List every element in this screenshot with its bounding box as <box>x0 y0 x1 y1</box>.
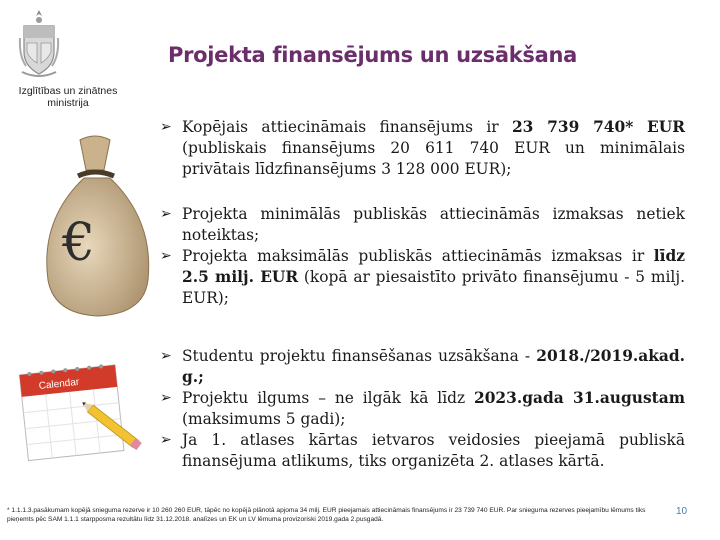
bullet-item <box>160 246 685 309</box>
bullet-item <box>160 388 685 430</box>
euro-money-bag-icon <box>40 130 155 320</box>
ministry-name-line1: Izglītības un zinātnes <box>18 85 118 97</box>
arrow-bullet-icon: ➢ <box>160 119 172 135</box>
left-image-column <box>0 0 150 540</box>
bullet-item <box>160 430 685 472</box>
ministry-name-line2: ministrija <box>47 97 89 109</box>
bullet-text: Ja 1. atlases kārtas ietvaros veidosies pieejamā publiskā finansējuma atlikums, tiks organizēta 2. atlases kārtā. <box>182 431 685 470</box>
arrow-bullet-icon: ➢ <box>160 390 172 406</box>
arrow-bullet-icon: ➢ <box>160 248 172 264</box>
bullet-text: Studentu projektu finansēšanas uzsākšana - 2018./2019.akad. g.; <box>182 347 685 386</box>
bullet-item <box>160 346 685 388</box>
bullet-item <box>160 204 685 246</box>
bullet-text: Projektu ilgums – ne ilgāk kā līdz 2023.gada 31.augustam (maksimums 5 gadi); <box>182 389 685 428</box>
arrow-bullet-icon: ➢ <box>160 206 172 222</box>
bullet-group-costs <box>160 204 685 309</box>
ministry-name <box>8 85 128 109</box>
calendar-pencil-icon <box>14 355 144 475</box>
bullet-item <box>160 117 685 180</box>
page-number: 10 <box>676 506 688 517</box>
bullet-group-timeline <box>160 346 685 472</box>
footnote: * 1.1.1.3.pasākumam kopējā snieguma rezerve ir 10 260 260 EUR, tāpēc no kopējā plānotā apjoma 34 milj. EUR pieejamais attiecināmais finansējums ir 23 739 740 EUR. Par snieguma rezerves pieejamību lēmums tiks pieņemts pēc SAM 1.1.1 starpposma rezultātu līdz 31.12.2018. analīzes un EK un LV lēmuma provizoriski 2019.gada 2.pusgadā. <box>7 507 646 523</box>
bullet-text: Projekta maksimālās publiskās attiecināmās izmaksas ir līdz 2.5 milj. EUR (kopā ar piesaistīto privāto finansējumu - 5 milj. EUR); <box>182 247 685 307</box>
calendar-label: Calendar <box>38 376 80 393</box>
page-title: Projekta finansējums un uzsākšana <box>168 43 578 67</box>
bullet-group-funding <box>160 117 685 180</box>
arrow-bullet-icon: ➢ <box>160 432 172 448</box>
latvia-coat-of-arms-icon <box>18 8 60 80</box>
bullet-text: Projekta minimālās publiskās attiecināmās izmaksas netiek noteiktas; <box>182 205 685 244</box>
bullet-text: Kopējais attiecināmais finansējums ir 23 739 740* EUR (publiskais finansējums 20 611 740 EUR un minimālais privātais līdzfinansējums 3 128 000 EUR); <box>182 118 685 178</box>
arrow-bullet-icon: ➢ <box>160 348 172 364</box>
euro-symbol: € <box>62 213 96 273</box>
